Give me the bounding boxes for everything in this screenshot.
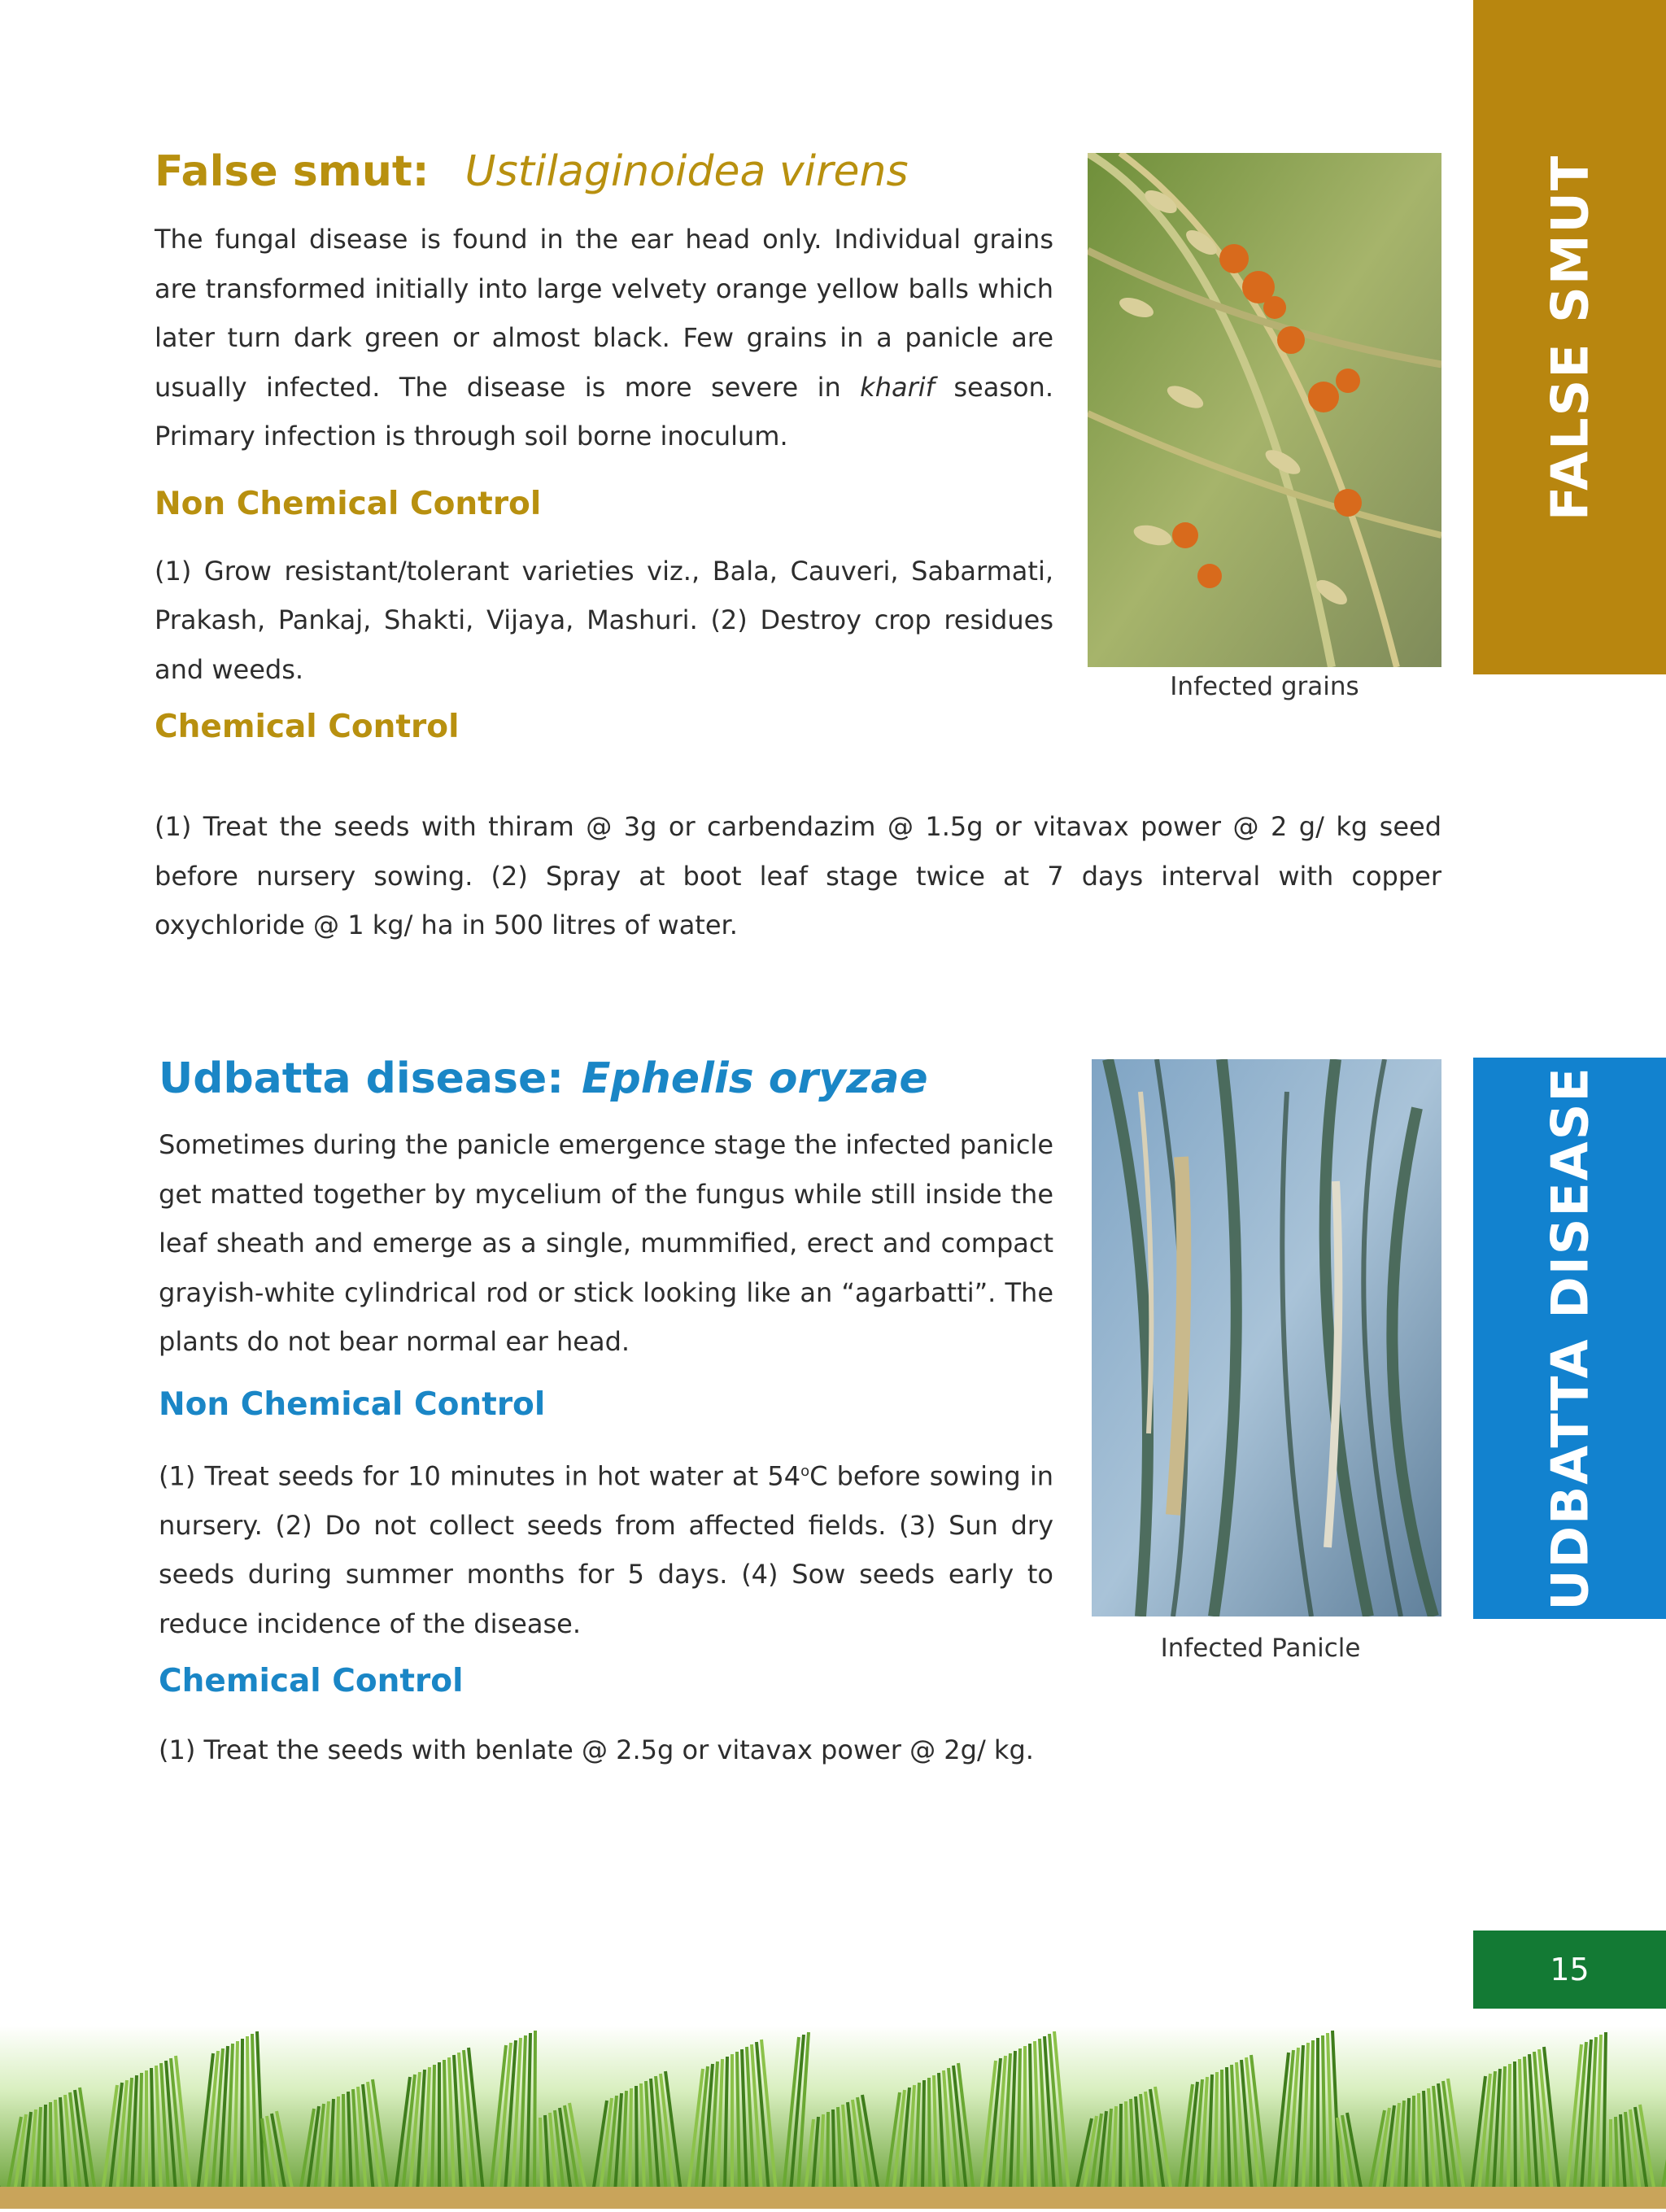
udbatta-scientific-name: Ephelis oryzae [582, 1054, 928, 1103]
infected-grains-illustration [1088, 153, 1441, 667]
grass-blade [833, 2109, 835, 2192]
false-smut-side-tab [1473, 0, 1666, 674]
false-smut-common-name: False smut: [155, 147, 430, 196]
grass-blade [827, 2112, 828, 2192]
grass-blade [540, 2118, 542, 2192]
non-chemical-text-end: C before sowing in nursery. (2) Do not collect seeds from affected fields. (3) Sun dry seeds during summer months for 5 days. (4) Sow seeds early to reduce incidence of the disease. [159, 1460, 1054, 1639]
udbatta-title [159, 1054, 1053, 1104]
false-smut-chemical-heading: Chemical Control [155, 709, 460, 746]
udbatta-tab-label: UDBATTA DISEASE [1540, 1066, 1599, 1611]
false-smut-non-chemical-heading: Non Chemical Control [155, 485, 542, 522]
description-text: The fungal disease is found in the ear head only. Individual grains are transformed initially into large velvety orange yellow balls which later turn dark green or almost black. Few grains in a panicle are usually infected. The disease is more severe in [155, 224, 1053, 403]
false-smut-title [155, 146, 1053, 197]
false-smut-scientific-name: Ustilaginoidea virens [464, 147, 909, 196]
description-text-end: season. Primary infection is through soil borne inoculum. [155, 371, 1053, 452]
grass-blade [1126, 2101, 1127, 2192]
grass-blade [50, 2102, 51, 2192]
udbatta-side-tab [1473, 1058, 1666, 1619]
udbatta-chemical-heading: Chemical Control [159, 1663, 464, 1700]
grass-blade [929, 2078, 930, 2192]
infected-grains-photo [1088, 153, 1441, 667]
grass-blade [1515, 2061, 1516, 2192]
udbatta-common-name: Udbatta disease: [159, 1054, 565, 1103]
kharif-term: kharif [860, 371, 935, 403]
degree-superscript: o [800, 1462, 810, 1480]
grass-blade [534, 2031, 535, 2192]
grass-blade [1508, 2064, 1510, 2192]
grass-blade [337, 2096, 338, 2192]
false-smut-non-chemical-text: (1) Grow resistant/tolerant varieties viz., Bala, Cauveri, Sabarmati, Prakash, Pankaj, Shakti, Vijaya, Mashuri. (2) Destroy crop residues and weeds. [155, 555, 1053, 685]
false-smut-tab-label: FALSE SMUT [1540, 154, 1599, 521]
infected-panicle-illustration [1092, 1059, 1441, 1616]
page-number: 15 [1473, 1931, 1666, 2009]
false-smut-section [155, 146, 1053, 747]
udbatta-chemical-text: (1) Treat the seeds with benlate @ 2.5g or vitavax power @ 2g/ kg. [159, 1734, 1034, 1766]
grass-blade [630, 2088, 631, 2192]
grass-footer-decoration [0, 2026, 1666, 2209]
false-smut-description [155, 215, 1053, 461]
grass-footer-illustration [0, 2026, 1666, 2209]
grass-blade [636, 2086, 637, 2192]
grass-blade [44, 2105, 46, 2192]
grass-blade [343, 2094, 344, 2192]
udbatta-description: Sometimes during the panicle emergence stage the infected panicle get matted together by mycelium of the fungus while still inside the leaf sheath and emerge as a single, mummified, erect and compact grayish-white cylindrical rod or stick looking like an “agarbatti”. The plants do not bear normal ear head. [159, 1129, 1053, 1358]
grass-blade [922, 2080, 924, 2192]
infected-grains-caption: Infected grains [1170, 672, 1359, 701]
grass-blade [1222, 2070, 1223, 2192]
udbatta-non-chemical-heading: Non Chemical Control [159, 1385, 546, 1423]
grass-blade [1419, 2093, 1420, 2192]
grass-blade [1215, 2072, 1217, 2192]
grass-blade [247, 2036, 249, 2192]
infected-panicle-photo [1092, 1059, 1441, 1616]
infected-panicle-caption: Infected Panicle [1160, 1634, 1361, 1663]
grass-blade [1413, 2096, 1414, 2192]
grass-blade [1120, 2104, 1121, 2192]
udbatta-section [159, 1054, 1053, 1775]
udbatta-non-chemical-text [159, 1447, 1053, 1649]
false-smut-chemical-text: (1) Treat the seeds with thiram @ 3g or carbendazim @ 1.5g or vitavax power @ 2 g/ kg seed before nursery sowing. (2) Spray at boot leaf stage twice at 7 days interval with copper oxychloride @ 1 kg/ ha in 500 litres of water. [155, 811, 1441, 940]
non-chemical-text-start: (1) Treat seeds for 10 minutes in hot water at 54 [159, 1460, 801, 1492]
